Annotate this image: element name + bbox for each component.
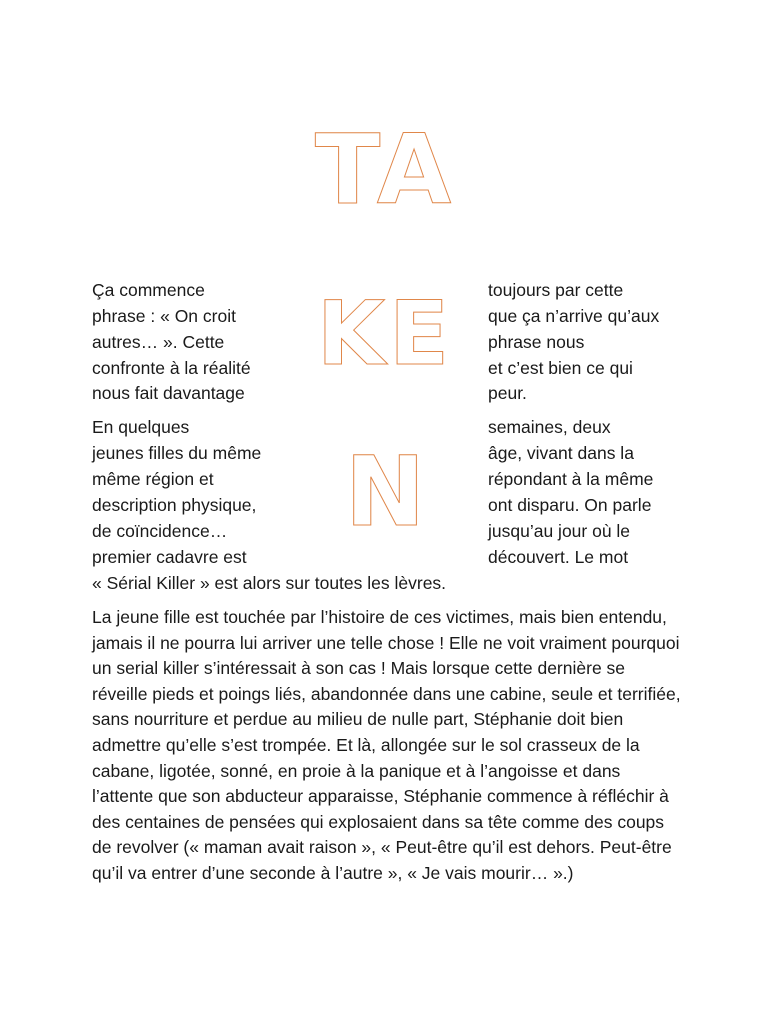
block2-left-line: de coïncidence… xyxy=(92,521,228,541)
title-line-n: N xyxy=(344,436,426,548)
block1-left-line: autres… ». Cette xyxy=(92,332,225,352)
title-line-ke: KE xyxy=(316,282,454,385)
block1-right-line: que ça n’arrive qu’aux xyxy=(488,306,660,326)
block1-right-line: et c’est bien ce qui xyxy=(488,358,633,378)
block1-right-line: toujours par cette xyxy=(488,280,624,300)
block1-right-line: phrase nous xyxy=(488,332,585,352)
body-paragraph: La jeune fille est touchée par l’histoire de ces victimes, mais bien entendu, jamais il ne pourra lui arriver une telle chose ! Elle ne voit vraiment pourquoi un serial killer s’intéressait à son cas ! Mais lorsque cette dernière se réveille pieds et poings liés, abandonnée dans une cabine, seule et terrifiée, sans nourriture et perdue au milieu de nulle part, Stéphanie doit bien admettre qu’elle s’est trompée. Et là, allongée sur le sol crasseux de la cabane, ligotée, sonné, en proie à la panique et à l’angoisse et dans l’attente que son abducteur apparaisse, Stéphanie commence à réfléchir à des centaines de pensées qui explosaient dans sa tête comme des coups de revolver (« maman avait raison », « Peut-être qu’il est dehors. Peut-être qu’il va entrer d’une seconde à l’autre », « Je vais mourir… ».) xyxy=(92,607,681,883)
block2-full-line: « Sérial Killer » est alors sur toutes les lèvres. xyxy=(92,573,447,593)
block2-left-line: En quelques xyxy=(92,417,190,437)
block2-right-line: âge, vivant dans la xyxy=(488,443,634,463)
block2-right-line: ont disparu. On parle xyxy=(488,495,652,515)
block2-left-line: même région et xyxy=(92,469,214,489)
block1-left-line: nous fait davantage xyxy=(92,383,245,403)
block2-right-line: répondant à la même xyxy=(488,469,654,489)
block2-right-line: jusqu’au jour où le xyxy=(488,521,631,541)
block1-right-line: peur. xyxy=(488,383,527,403)
block2-left-line: jeunes filles du même xyxy=(92,443,262,463)
block1-left-line: Ça commence xyxy=(92,280,205,300)
block1-left-line: confronte à la réalité xyxy=(92,358,251,378)
block2-right-line: découvert. Le mot xyxy=(488,547,629,567)
block2-right-line: semaines, deux xyxy=(488,417,611,437)
block2-left-line: premier cadavre est xyxy=(92,547,247,567)
block1-left-line: phrase : « On croit xyxy=(92,306,236,326)
block2-left-line: description physique, xyxy=(92,495,257,515)
title-line-ta: TA xyxy=(314,114,456,226)
